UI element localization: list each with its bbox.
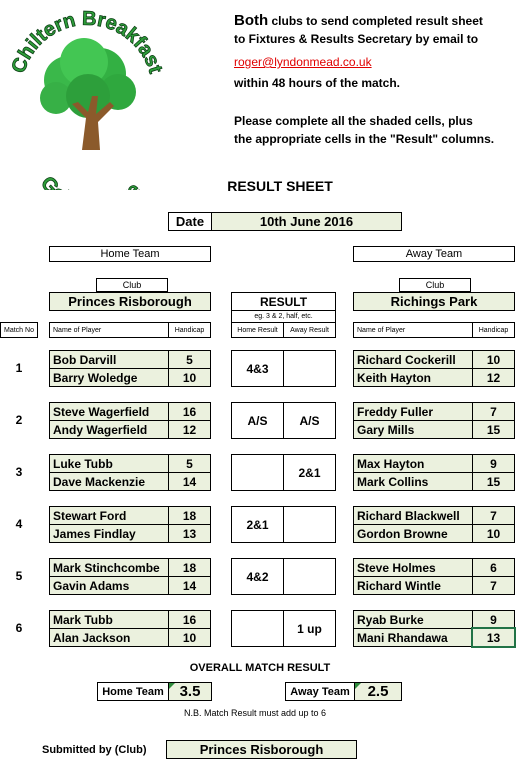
home-player-handicap[interactable]: 16 — [168, 610, 211, 629]
home-player-handicap[interactable]: 10 — [168, 628, 211, 647]
match-number: 6 — [15, 621, 23, 635]
home-player-name[interactable]: Andy Wagerfield — [49, 420, 169, 439]
match-number: 1 — [15, 361, 23, 375]
home-player-handicap[interactable]: 5 — [168, 350, 211, 369]
overall-note: N.B. Match Result must add up to 6 — [183, 708, 327, 718]
away-club-label: Club — [399, 278, 471, 292]
away-player-name[interactable]: Ryab Burke — [353, 610, 473, 629]
away-result-header: Away Result — [283, 322, 336, 338]
away-player-name[interactable]: Mark Collins — [353, 472, 473, 491]
away-player-handicap[interactable]: 12 — [472, 368, 515, 387]
date-label: Date — [168, 212, 212, 231]
away-result-cell[interactable]: 2&1 — [283, 454, 336, 491]
result-hint: eg. 3 & 2, half, etc. — [231, 310, 336, 323]
overall-home-label: Home Team — [97, 682, 169, 701]
away-player-handicap[interactable]: 7 — [472, 402, 515, 421]
instruction-line-1 — [234, 12, 514, 30]
home-team-header: Home Team — [49, 246, 211, 262]
away-player-name[interactable]: Freddy Fuller — [353, 402, 473, 421]
home-result-cell[interactable]: A/S — [231, 402, 284, 439]
home-result-cell[interactable]: 4&3 — [231, 350, 284, 387]
home-player-name[interactable]: Barry Woledge — [49, 368, 169, 387]
home-player-header: Name of Player — [49, 322, 169, 338]
home-handicap-header: Handicap — [168, 322, 211, 338]
match-no-header: Match No — [0, 322, 38, 338]
home-player-handicap[interactable]: 13 — [168, 524, 211, 543]
match-number: 4 — [15, 517, 23, 531]
instruction-line-4: Please complete all the shaded cells, plus — [234, 114, 473, 128]
instruction-line-3: within 48 hours of the match. — [234, 76, 401, 90]
away-player-name[interactable]: Keith Hayton — [353, 368, 473, 387]
home-player-name[interactable]: Mark Stinchcombe — [49, 558, 169, 577]
page-title: RESULT SHEET — [227, 178, 333, 194]
away-handicap-header: Handicap — [472, 322, 515, 338]
away-player-handicap[interactable]: 13 — [472, 628, 515, 647]
instruction-line-5: the appropriate cells in the "Result" columns. — [234, 132, 495, 146]
instruction-both: Both — [234, 12, 269, 29]
away-player-handicap[interactable]: 10 — [472, 350, 515, 369]
home-player-handicap[interactable]: 18 — [168, 506, 211, 525]
submitted-label: Submitted by (Club) — [42, 744, 147, 756]
home-player-handicap[interactable]: 14 — [168, 576, 211, 595]
away-player-name[interactable]: Max Hayton — [353, 454, 473, 473]
away-player-handicap[interactable]: 15 — [472, 472, 515, 491]
home-player-name[interactable]: Mark Tubb — [49, 610, 169, 629]
away-club-name[interactable]: Richings Park — [353, 292, 515, 311]
overall-result-label: OVERALL MATCH RESULT — [189, 662, 331, 674]
league-logo — [0, 0, 175, 190]
away-player-handicap[interactable]: 9 — [472, 454, 515, 473]
away-result-cell[interactable] — [283, 506, 336, 543]
away-result-cell[interactable] — [283, 558, 336, 595]
logo-graphic — [0, 0, 175, 190]
home-result-header: Home Result — [231, 322, 284, 338]
away-player-name[interactable]: Richard Blackwell — [353, 506, 473, 525]
home-player-name[interactable]: James Findlay — [49, 524, 169, 543]
away-player-name[interactable]: Gary Mills — [353, 420, 473, 439]
home-player-name[interactable]: Steve Wagerfield — [49, 402, 169, 421]
match-number: 2 — [15, 413, 23, 427]
away-player-name[interactable]: Richard Wintle — [353, 576, 473, 595]
date-field[interactable]: 10th June 2016 — [211, 212, 402, 231]
home-player-handicap[interactable]: 16 — [168, 402, 211, 421]
home-result-cell[interactable]: 2&1 — [231, 506, 284, 543]
home-player-name[interactable]: Bob Darvill — [49, 350, 169, 369]
home-club-label: Club — [96, 278, 168, 292]
away-player-name[interactable]: Richard Cockerill — [353, 350, 473, 369]
away-player-handicap[interactable]: 7 — [472, 506, 515, 525]
home-result-cell[interactable] — [231, 454, 284, 491]
home-player-handicap[interactable]: 14 — [168, 472, 211, 491]
match-number: 5 — [15, 569, 23, 583]
away-team-header: Away Team — [353, 246, 515, 262]
instruction-line-2: to Fixtures & Results Secretary by email to — [234, 32, 479, 46]
away-player-name[interactable]: Mani Rhandawa — [353, 628, 473, 647]
away-player-handicap[interactable]: 15 — [472, 420, 515, 439]
logo-top-text: Chiltern Breakfast — [7, 7, 167, 77]
logo-bottom-text: G — [36, 172, 63, 190]
away-player-handicap[interactable]: 9 — [472, 610, 515, 629]
away-player-handicap[interactable]: 10 — [472, 524, 515, 543]
overall-away-label: Away Team — [285, 682, 355, 701]
home-player-name[interactable]: Luke Tubb — [49, 454, 169, 473]
home-result-cell[interactable] — [231, 610, 284, 647]
email-link[interactable]: roger@lyndonmead.co.uk — [234, 55, 372, 69]
home-player-name[interactable]: Stewart Ford — [49, 506, 169, 525]
away-player-name[interactable]: Steve Holmes — [353, 558, 473, 577]
home-player-name[interactable]: Gavin Adams — [49, 576, 169, 595]
overall-home-score[interactable]: 3.5 — [168, 682, 212, 701]
submitted-club-field[interactable]: Princes Risborough — [166, 740, 357, 759]
home-player-handicap[interactable]: 12 — [168, 420, 211, 439]
svg-text:Golf League — [36, 172, 145, 190]
away-player-header: Name of Player — [353, 322, 473, 338]
away-player-handicap[interactable]: 6 — [472, 558, 515, 577]
home-club-name[interactable]: Princes Risborough — [49, 292, 211, 311]
home-result-cell[interactable]: 4&2 — [231, 558, 284, 595]
home-player-name[interactable]: Alan Jackson — [49, 628, 169, 647]
home-player-handicap[interactable]: 10 — [168, 368, 211, 387]
away-result-cell[interactable] — [283, 350, 336, 387]
result-header: RESULT — [231, 292, 336, 311]
home-player-name[interactable]: Dave Mackenzie — [49, 472, 169, 491]
instruction-line-1-rest: clubs to send completed result sheet — [268, 14, 483, 28]
match-number: 3 — [15, 465, 23, 479]
away-result-cell[interactable]: A/S — [283, 402, 336, 439]
home-player-handicap[interactable]: 5 — [168, 454, 211, 473]
away-result-cell[interactable]: 1 up — [283, 610, 336, 647]
away-player-handicap[interactable]: 7 — [472, 576, 515, 595]
away-player-name[interactable]: Gordon Browne — [353, 524, 473, 543]
home-player-handicap[interactable]: 18 — [168, 558, 211, 577]
instructions — [234, 12, 514, 148]
overall-away-score[interactable]: 2.5 — [354, 682, 402, 701]
